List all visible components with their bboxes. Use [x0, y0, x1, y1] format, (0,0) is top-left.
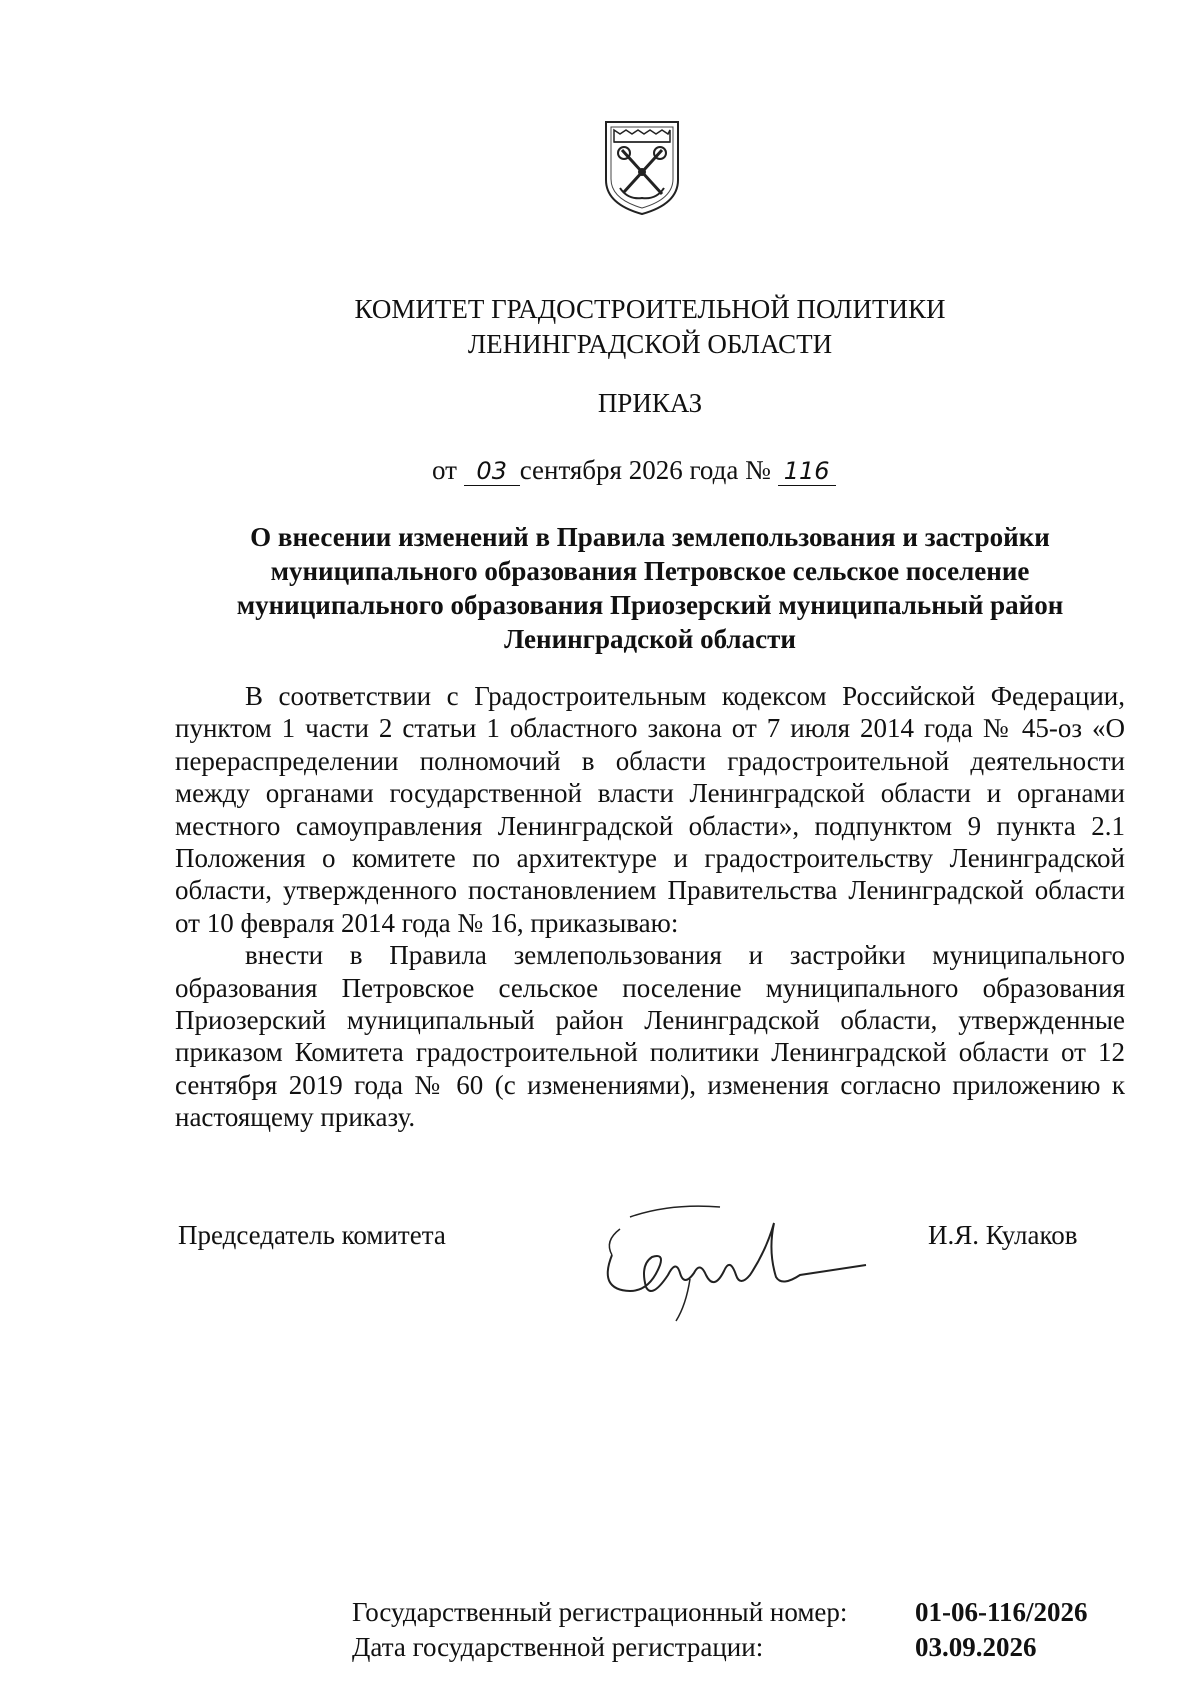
order-date-number-line	[432, 455, 836, 486]
committee-header	[0, 292, 1200, 362]
registration-date-label: Дата государственной регистрации:	[352, 1632, 764, 1662]
order-number-handwritten: 116	[778, 457, 836, 486]
order-body	[175, 680, 1125, 1134]
registration-number-label: Государственный регистрационный номер:	[352, 1597, 848, 1627]
body-paragraph-basis: В соответствии с Градостроительным кодексом Российской Федерации, пунктом 1 части 2 статьи 1 областного закона от 7 июля 2014 года № 45-оз «О перераспределении полномочий в области градостроительной деятельности между органами государственной власти Ленинградской области и органами местного самоуправления Ленинградской области», подпунктом 9 пункта 2.1 Положения о комитете по архитектуре и градостроительству Ленинградской области, утвержденного постановлением Правительства Ленинградской области от 10 февраля 2014 года № 16, приказываю:	[175, 681, 1125, 938]
subject-line3: муниципального образования Приозерский муниципальный район	[236, 590, 1064, 620]
body-paragraph-order: внести в Правила землепользования и застройки муниципального образования Петровское сельское поселение муниципального образования Приозерский муниципальный район Ленинградской области, утвержденные приказом Комитета градостроительной политики Ленинградской области от 12 сентября 2019 года № 60 (с изменениями), изменения согласно приложению к настоящему приказу.	[175, 940, 1125, 1133]
registration-date-value: 03.09.2026	[915, 1632, 1037, 1662]
subject-line1: О внесении изменений в Правила землепользования и застройки	[250, 522, 1050, 552]
order-subject	[175, 520, 1125, 656]
signatory-name: И.Я. Кулаков	[928, 1220, 1078, 1250]
order-month-year: сентября 2026 года	[519, 455, 739, 485]
committee-name-line1: КОМИТЕТ ГРАДОСТРОИТЕЛЬНОЙ ПОЛИТИКИ	[354, 294, 946, 324]
registration-number-value: 01-06-116/2026	[915, 1597, 1088, 1627]
number-sign: №	[745, 455, 771, 485]
signatory-role: Председатель комитета	[178, 1220, 446, 1250]
order-date-prefix: от	[432, 455, 457, 485]
coat-of-arms-icon	[602, 118, 682, 218]
committee-name-line2: ЛЕНИНГРАДСКОЙ ОБЛАСТИ	[467, 329, 833, 359]
document-type-title: ПРИКАЗ	[597, 388, 703, 418]
order-day-handwritten: 03	[464, 457, 520, 486]
subject-line2: муниципального образования Петровское сельское поселение	[270, 556, 1030, 586]
subject-line4: Ленинградской области	[504, 624, 796, 654]
handwritten-signature	[590, 1195, 870, 1325]
